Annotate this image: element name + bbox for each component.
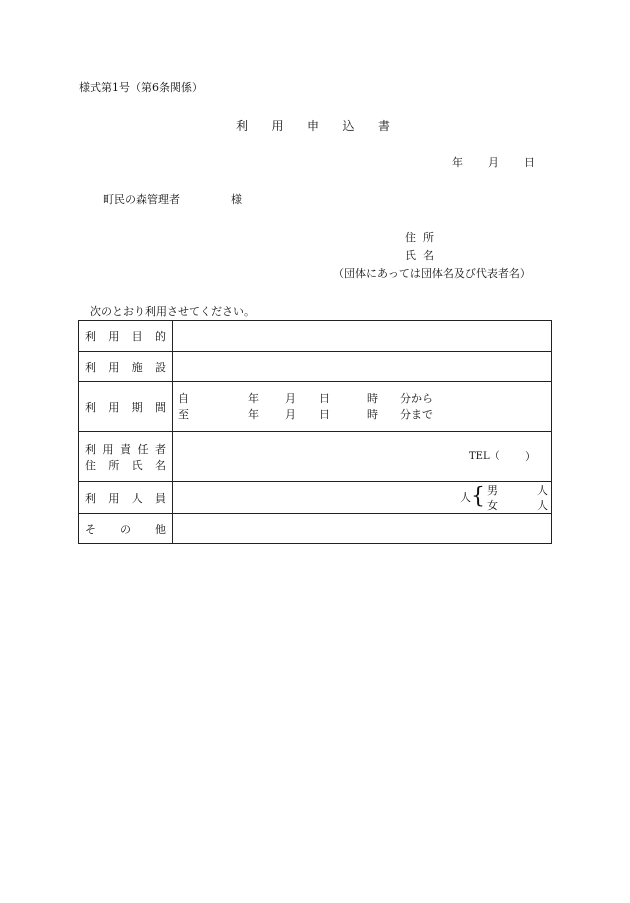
female-label: 女: [487, 499, 498, 512]
period-field[interactable]: [173, 382, 552, 432]
row-period: [79, 382, 552, 432]
tel-close: ）: [525, 450, 536, 463]
application-table: [78, 320, 552, 544]
to-year: 年: [248, 408, 259, 421]
other-field[interactable]: [173, 514, 552, 544]
date-year: 年: [452, 156, 463, 169]
title-char: 用: [271, 119, 284, 133]
people-field[interactable]: [173, 482, 552, 514]
people-label: 利 用 人 員: [85, 491, 166, 505]
female-unit: 人: [537, 499, 548, 512]
row-people: [79, 482, 552, 514]
to-day: 日: [319, 408, 330, 421]
purpose-field[interactable]: [173, 321, 552, 352]
document-title: [236, 120, 390, 133]
male-unit: 人: [537, 484, 548, 497]
form-number: 様式第1号（第6条関係）: [79, 81, 203, 94]
purpose-label: 利 用 目 的: [85, 330, 166, 343]
facility-label: 利 用 施 設: [85, 360, 166, 374]
row-purpose: [79, 321, 552, 352]
addressee: 町民の森管理者: [103, 193, 180, 206]
from-hour: 時: [367, 392, 378, 405]
row-other: [79, 514, 552, 544]
other-label: そ の 他: [85, 522, 166, 536]
to-hour: 時: [367, 408, 378, 421]
facility-field[interactable]: [173, 352, 552, 382]
from-month: 月: [285, 392, 296, 405]
tel-label: TEL（: [469, 451, 500, 462]
period-label: 利 用 期 間: [85, 400, 166, 414]
male-label: 男: [487, 484, 498, 497]
responsible-field[interactable]: [173, 432, 552, 482]
to-month: 月: [285, 408, 296, 421]
title-char: 書: [377, 119, 390, 133]
address-label: 住 所: [405, 231, 434, 244]
to-minute: 分まで: [400, 408, 433, 421]
row-facility: [79, 352, 552, 382]
title-char: 申: [306, 119, 319, 133]
row-responsible: [79, 432, 552, 482]
brace: {: [471, 484, 485, 509]
name-label: 氏 名: [405, 249, 434, 262]
from-year: 年: [248, 392, 259, 405]
title-char: 利: [236, 119, 249, 133]
title-char: 込: [342, 119, 355, 133]
from-day: 日: [319, 392, 330, 405]
from-label: 自: [178, 392, 189, 405]
intro-text: 次のとおり利用させてください。: [90, 305, 255, 318]
honorific: 様: [231, 193, 242, 206]
total-unit: 人: [460, 491, 471, 504]
date-day: 日: [524, 156, 535, 169]
date-month: 月: [488, 156, 499, 169]
responsible-label: 利 用 責 任 者 住 所 氏 名: [85, 442, 166, 472]
to-label: 至: [178, 408, 189, 421]
applicant-note: （団体にあっては団体名及び代表者名）: [333, 267, 531, 280]
from-minute: 分から: [400, 392, 433, 405]
